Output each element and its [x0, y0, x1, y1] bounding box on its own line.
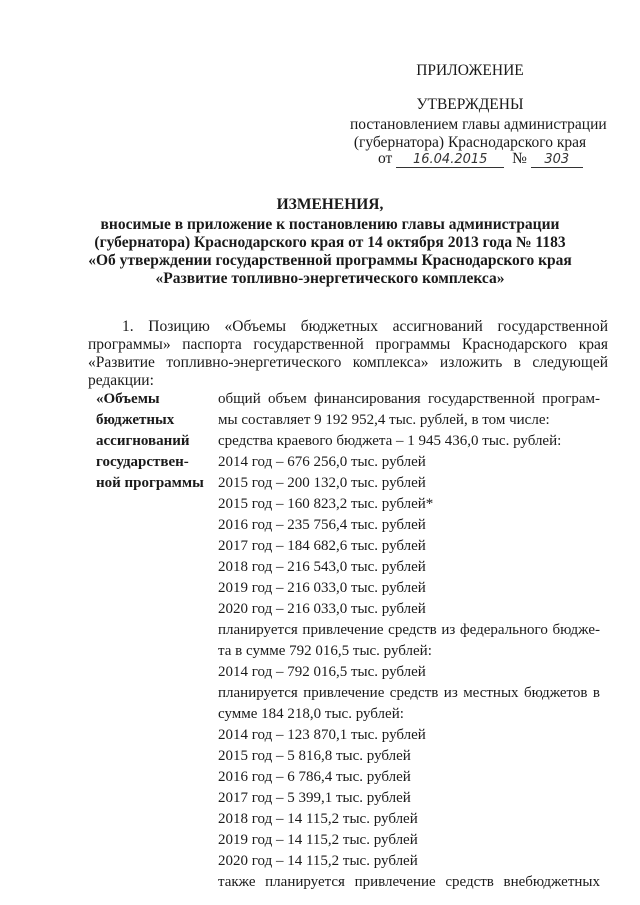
approved-by-line-1: постановлением главы администрации	[350, 116, 607, 133]
value-line: 2019 год – 14 115,2 тыс. рублей	[218, 832, 418, 848]
title-line-5: «Развитие топливно-энергетического комплекса»	[155, 270, 505, 287]
handwritten-date: 16.04.2015	[396, 152, 504, 168]
value-line: 2015 год – 200 132,0 тыс. рублей	[218, 475, 426, 491]
value-line: 2019 год – 216 033,0 тыс. рублей	[218, 580, 426, 596]
value-line: 2015 год – 160 823,2 тыс. рублей*	[218, 496, 434, 512]
value-line: общий объем финансирования государственной програм-	[218, 391, 600, 407]
value-line: средства краевого бюджета – 1 945 436,0 тыс. рублей:	[218, 433, 562, 449]
label-line-3: ассигнований	[96, 433, 190, 449]
value-line: сумме 184 218,0 тыс. рублей:	[218, 706, 404, 722]
label-line-2: бюджетных	[96, 412, 175, 428]
label-line-4: государствен-	[96, 454, 189, 470]
value-line: 2020 год – 14 115,2 тыс. рублей	[218, 853, 418, 869]
value-line: 2015 год – 5 816,8 тыс. рублей	[218, 748, 411, 764]
value-line: 2016 год – 235 756,4 тыс. рублей	[218, 517, 426, 533]
title-line-4: «Об утверждении государственной программы Краснодарского края	[88, 252, 572, 269]
handwritten-number: 303	[531, 152, 583, 168]
appendix-heading: ПРИЛОЖЕНИЕ	[416, 62, 524, 79]
approved-heading: УТВЕРЖДЕНЫ	[416, 96, 524, 113]
value-line: 2018 год – 14 115,2 тыс. рублей	[218, 811, 418, 827]
label-line-1: «Объемы	[96, 391, 160, 407]
value-line: 2017 год – 184 682,6 тыс. рублей	[218, 538, 426, 554]
paragraph-line-4: редакции:	[88, 372, 154, 389]
value-line: 2014 год – 676 256,0 тыс. рублей	[218, 454, 426, 470]
title-line-1: ИЗМЕНЕНИЯ,	[276, 196, 384, 213]
date-prefix: от	[378, 150, 393, 167]
value-line: также планируется привлечение средств внебюджетных	[218, 874, 600, 890]
value-line: 2014 год – 123 870,1 тыс. рублей	[218, 727, 426, 743]
label-line-5: ной программы	[96, 475, 204, 491]
number-prefix: №	[512, 150, 527, 167]
value-line: 2018 год – 216 543,0 тыс. рублей	[218, 559, 426, 575]
title-line-2: вносимые в приложение к постановлению главы администрации	[100, 216, 560, 233]
value-line: 2020 год – 216 033,0 тыс. рублей	[218, 601, 426, 617]
value-line: планируется привлечение средств из федерального бюдже-	[218, 622, 600, 638]
value-line: та в сумме 792 016,5 тыс. рублей:	[218, 643, 432, 659]
value-line: мы составляет 9 192 952,4 тыс. рублей, в том числе:	[218, 412, 550, 428]
value-line: 2014 год – 792 016,5 тыс. рублей	[218, 664, 426, 680]
paragraph-line-1: 1. Позицию «Объемы бюджетных ассигнований государственной	[122, 318, 608, 335]
value-line: планируется привлечение средств из местных бюджетов в	[218, 685, 600, 701]
paragraph-line-3: «Развитие топливно-энергетического комплекса» изложить в следующей	[88, 354, 608, 371]
date-number-line	[378, 150, 618, 168]
value-line: 2016 год – 6 786,4 тыс. рублей	[218, 769, 411, 785]
title-line-3: (губернатора) Краснодарского края от 14 октября 2013 года № 1183	[94, 234, 566, 251]
value-line: 2017 год – 5 399,1 тыс. рублей	[218, 790, 411, 806]
paragraph-line-2: программы» паспорта государственной программы Краснодарского края	[88, 336, 608, 353]
approved-by-line-2: (губернатора) Краснодарского края	[353, 134, 587, 151]
